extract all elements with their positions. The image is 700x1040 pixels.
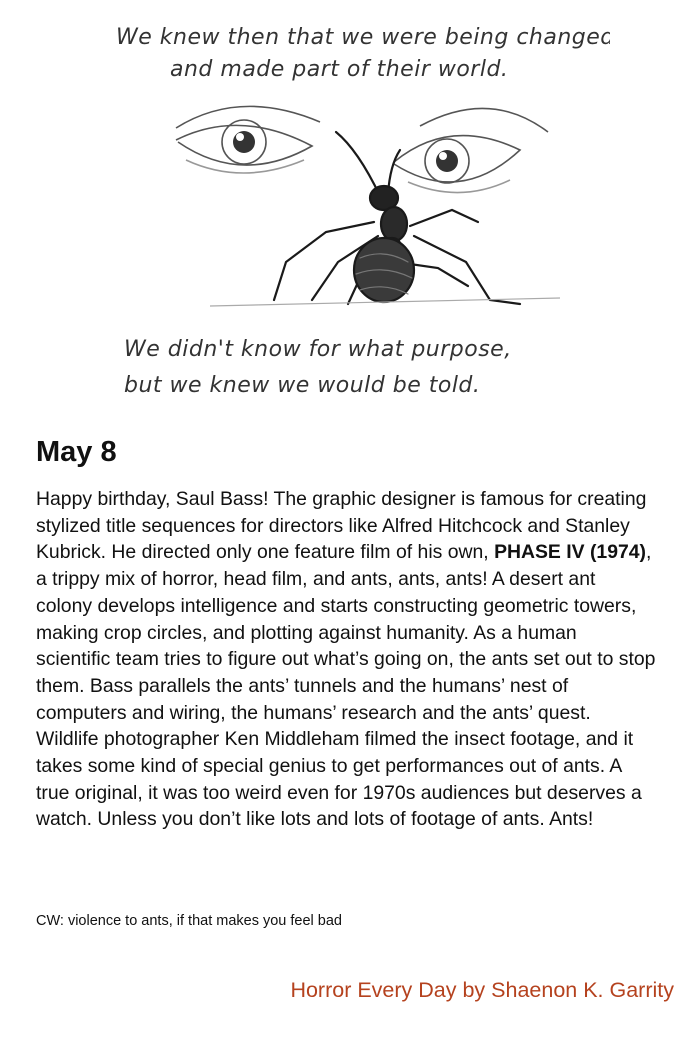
ant-drawing <box>90 0 610 420</box>
post-body-part-1: Happy birthday, Saul Bass! The graphic designer is famous for creating stylized title sequences for directors like Alfred Hitchcock and Stanley Kubrick. He directed only one feature film of his own, <box>36 488 647 564</box>
film-title: PHASE IV (1974) <box>494 541 647 564</box>
author-credit: Horror Every Day by Shaenon K. Garrity <box>290 978 674 1002</box>
ant-illustration <box>90 0 610 420</box>
caption-bottom-line-1: We didn't know for what purpose, <box>124 337 512 362</box>
right-eye <box>394 108 548 192</box>
post-date: May 8 <box>36 436 117 468</box>
caption-bottom-line-2: but we knew we would be told. <box>124 373 481 398</box>
content-warning: CW: violence to ants, if that makes you feel bad <box>36 913 343 929</box>
left-eye <box>176 106 320 173</box>
caption-top-line-2: and made part of their world. <box>170 57 509 82</box>
post-body <box>36 486 656 833</box>
ant <box>274 132 520 304</box>
caption-top-line-1: We knew then that we were being changed <box>116 25 610 50</box>
post-body-part-2: , a trippy mix of horror, head film, and ants, ants, ants! A desert ant colony develops intelligence and starts constructing geometric towers, making crop circles, and plotting against humanity. As a human scientific team tries to figure out what’s going on, the ants set out to stop them. Bass parallels the ants’ tunnels and the humans’ nest of computers and wiring, the humans’ research and the ants’ quest. Wildlife photographer Ken Middleham filmed the insect footage, and it takes some kind of special genius to get performances out of ants. A true original, it was too weird even for 1970s audiences but deserves a watch. Unless you don’t like lots and lots of footage of ants. Ants! <box>36 541 656 831</box>
